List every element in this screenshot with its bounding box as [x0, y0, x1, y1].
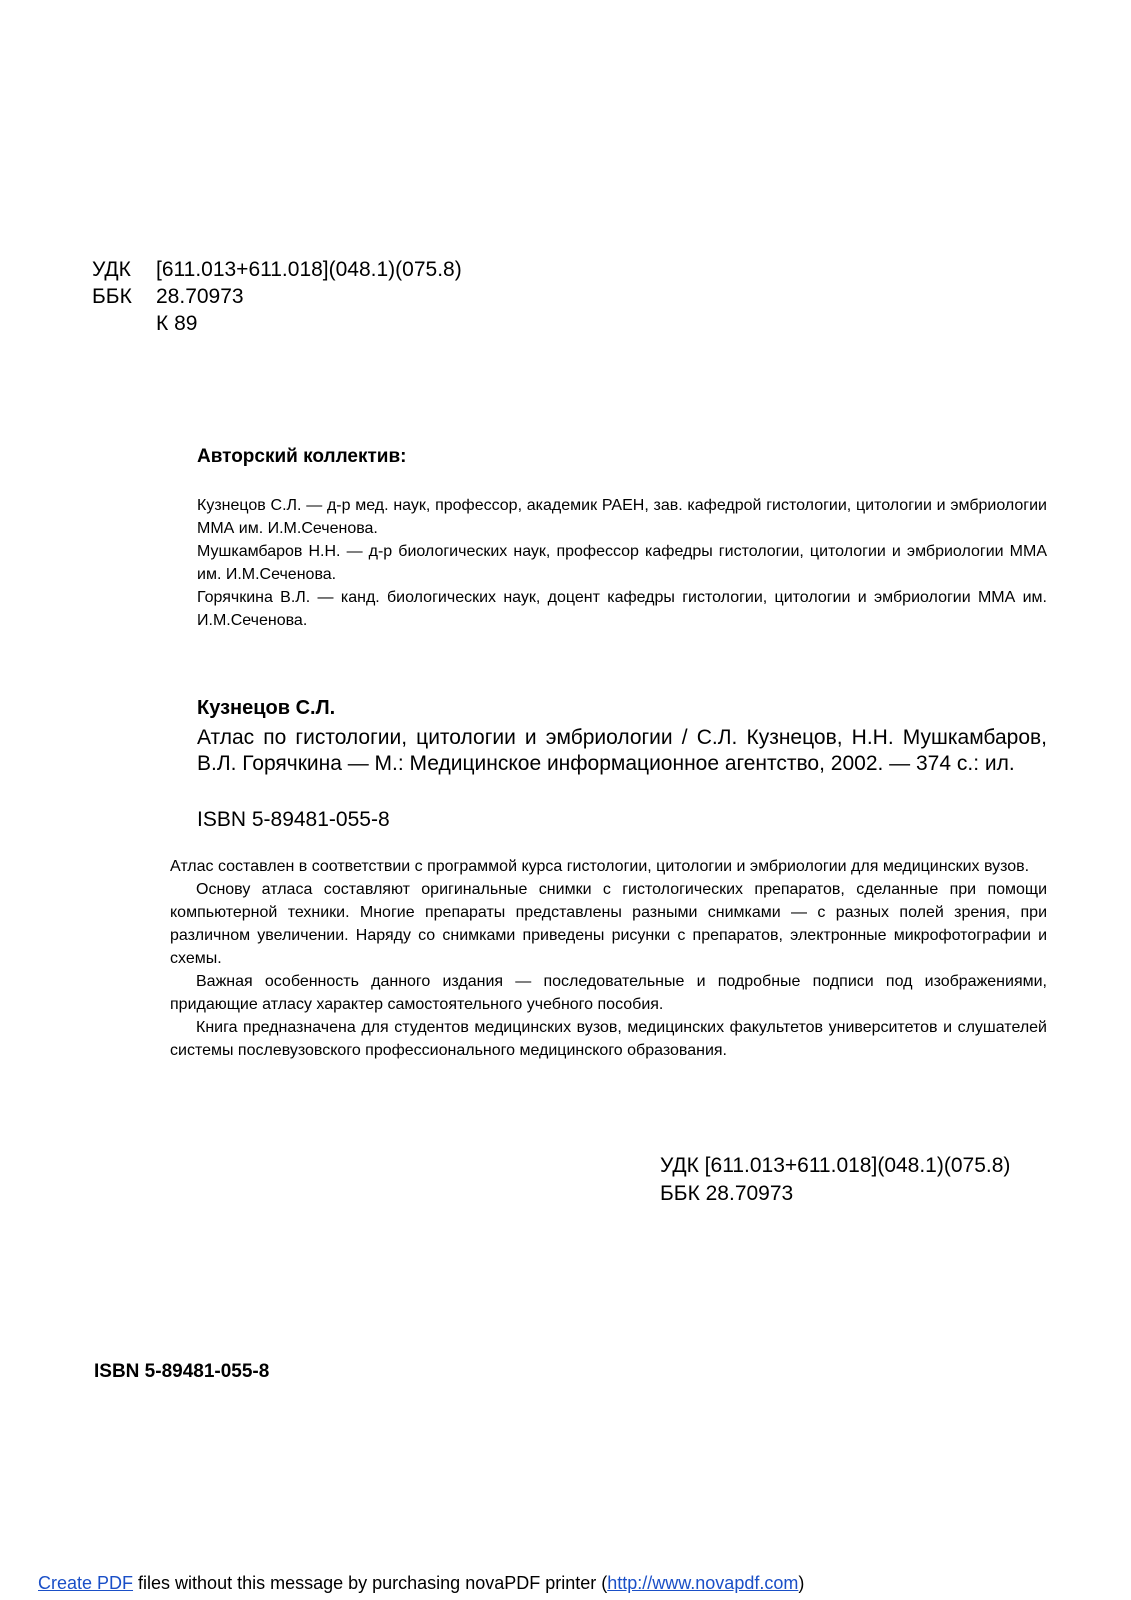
- pdf-footer: [38, 1573, 804, 1594]
- footer-text-end: ): [798, 1573, 805, 1593]
- bbk-value: 28.70973: [156, 285, 244, 308]
- author-entry: Горячкина В.Л. — канд. биологических наук, доцент кафедры гистологии, цитологии и эмбриологии ММА им. И.М.Сеченова.: [197, 589, 1047, 629]
- bbk-row: [92, 283, 462, 310]
- author-entry: Мушкамбаров Н.Н. — д-р биологических наук, профессор кафедры гистологии, цитологии и эмбриологии ММА им. И.М.Сеченова.: [197, 543, 1047, 583]
- book-isbn: ISBN 5-89481-055-8: [197, 808, 390, 831]
- udk-key: УДК: [92, 258, 131, 281]
- author-mark: К 89: [156, 312, 198, 335]
- authors-list: [197, 494, 1047, 632]
- classification-block: [92, 256, 462, 337]
- authors-heading: Авторский коллектив:: [197, 446, 407, 467]
- udk-row: [92, 256, 462, 283]
- abstract: [170, 855, 1047, 1062]
- create-pdf-link[interactable]: Create PDF: [38, 1573, 134, 1593]
- book-description: Атлас по гистологии, цитологии и эмбриологии / С.Л. Кузнецов, Н.Н. Мушкамбаров, В.Л. Горячкина — М.: Медицинское информационное агентство, 2002. — 374 с.: ил.: [197, 726, 1047, 775]
- novapdf-url-link[interactable]: http://www.novapdf.com: [607, 1573, 799, 1593]
- author-entry: Кузнецов С.Л. — д-р мед. наук, профессор, академик РАЕН, зав. кафедрой гистологии, цитологии и эмбриологии ММА им. И.М.Сеченова.: [197, 497, 1047, 537]
- abstract-paragraph: Атлас составлен в соответствии с программой курса гистологии, цитологии и эмбриологии для медицинских вузов.: [170, 858, 1030, 875]
- bbk-key: ББК: [92, 285, 132, 308]
- udk-value: [611.013+611.018](048.1)(075.8): [156, 258, 462, 281]
- abstract-paragraph: Основу атласа составляют оригинальные снимки с гистологических препаратов, сделанные при помощи компьютерной техники. Многие препараты представлены разными снимками — с разных полей зрения, при различном увеличении. Наряду со снимками приведены рисунки с препаратов, электронные микрофотографии и схемы.: [170, 881, 1047, 967]
- abstract-paragraph: Книга предназначена для студентов медицинских вузов, медицинских факультетов университетов и слушателей системы послевузовского профессионального медицинского образования.: [170, 1019, 1047, 1059]
- book-author: Кузнецов С.Л.: [197, 697, 336, 719]
- abstract-paragraph: Важная особенность данного издания — последовательные и подробные подписи под изображениями, придающие атласу характер самостоятельного учебного пособия.: [170, 973, 1047, 1013]
- author-mark-row: [92, 310, 462, 337]
- classification-bottom: [660, 1152, 1010, 1208]
- isbn-bottom: ISBN 5-89481-055-8: [94, 1361, 270, 1382]
- bbk-bottom: ББК 28.70973: [660, 1182, 794, 1205]
- footer-text: files without this message by purchasing novaPDF printer (: [133, 1573, 608, 1593]
- udk-bottom: УДК [611.013+611.018](048.1)(075.8): [660, 1154, 1011, 1177]
